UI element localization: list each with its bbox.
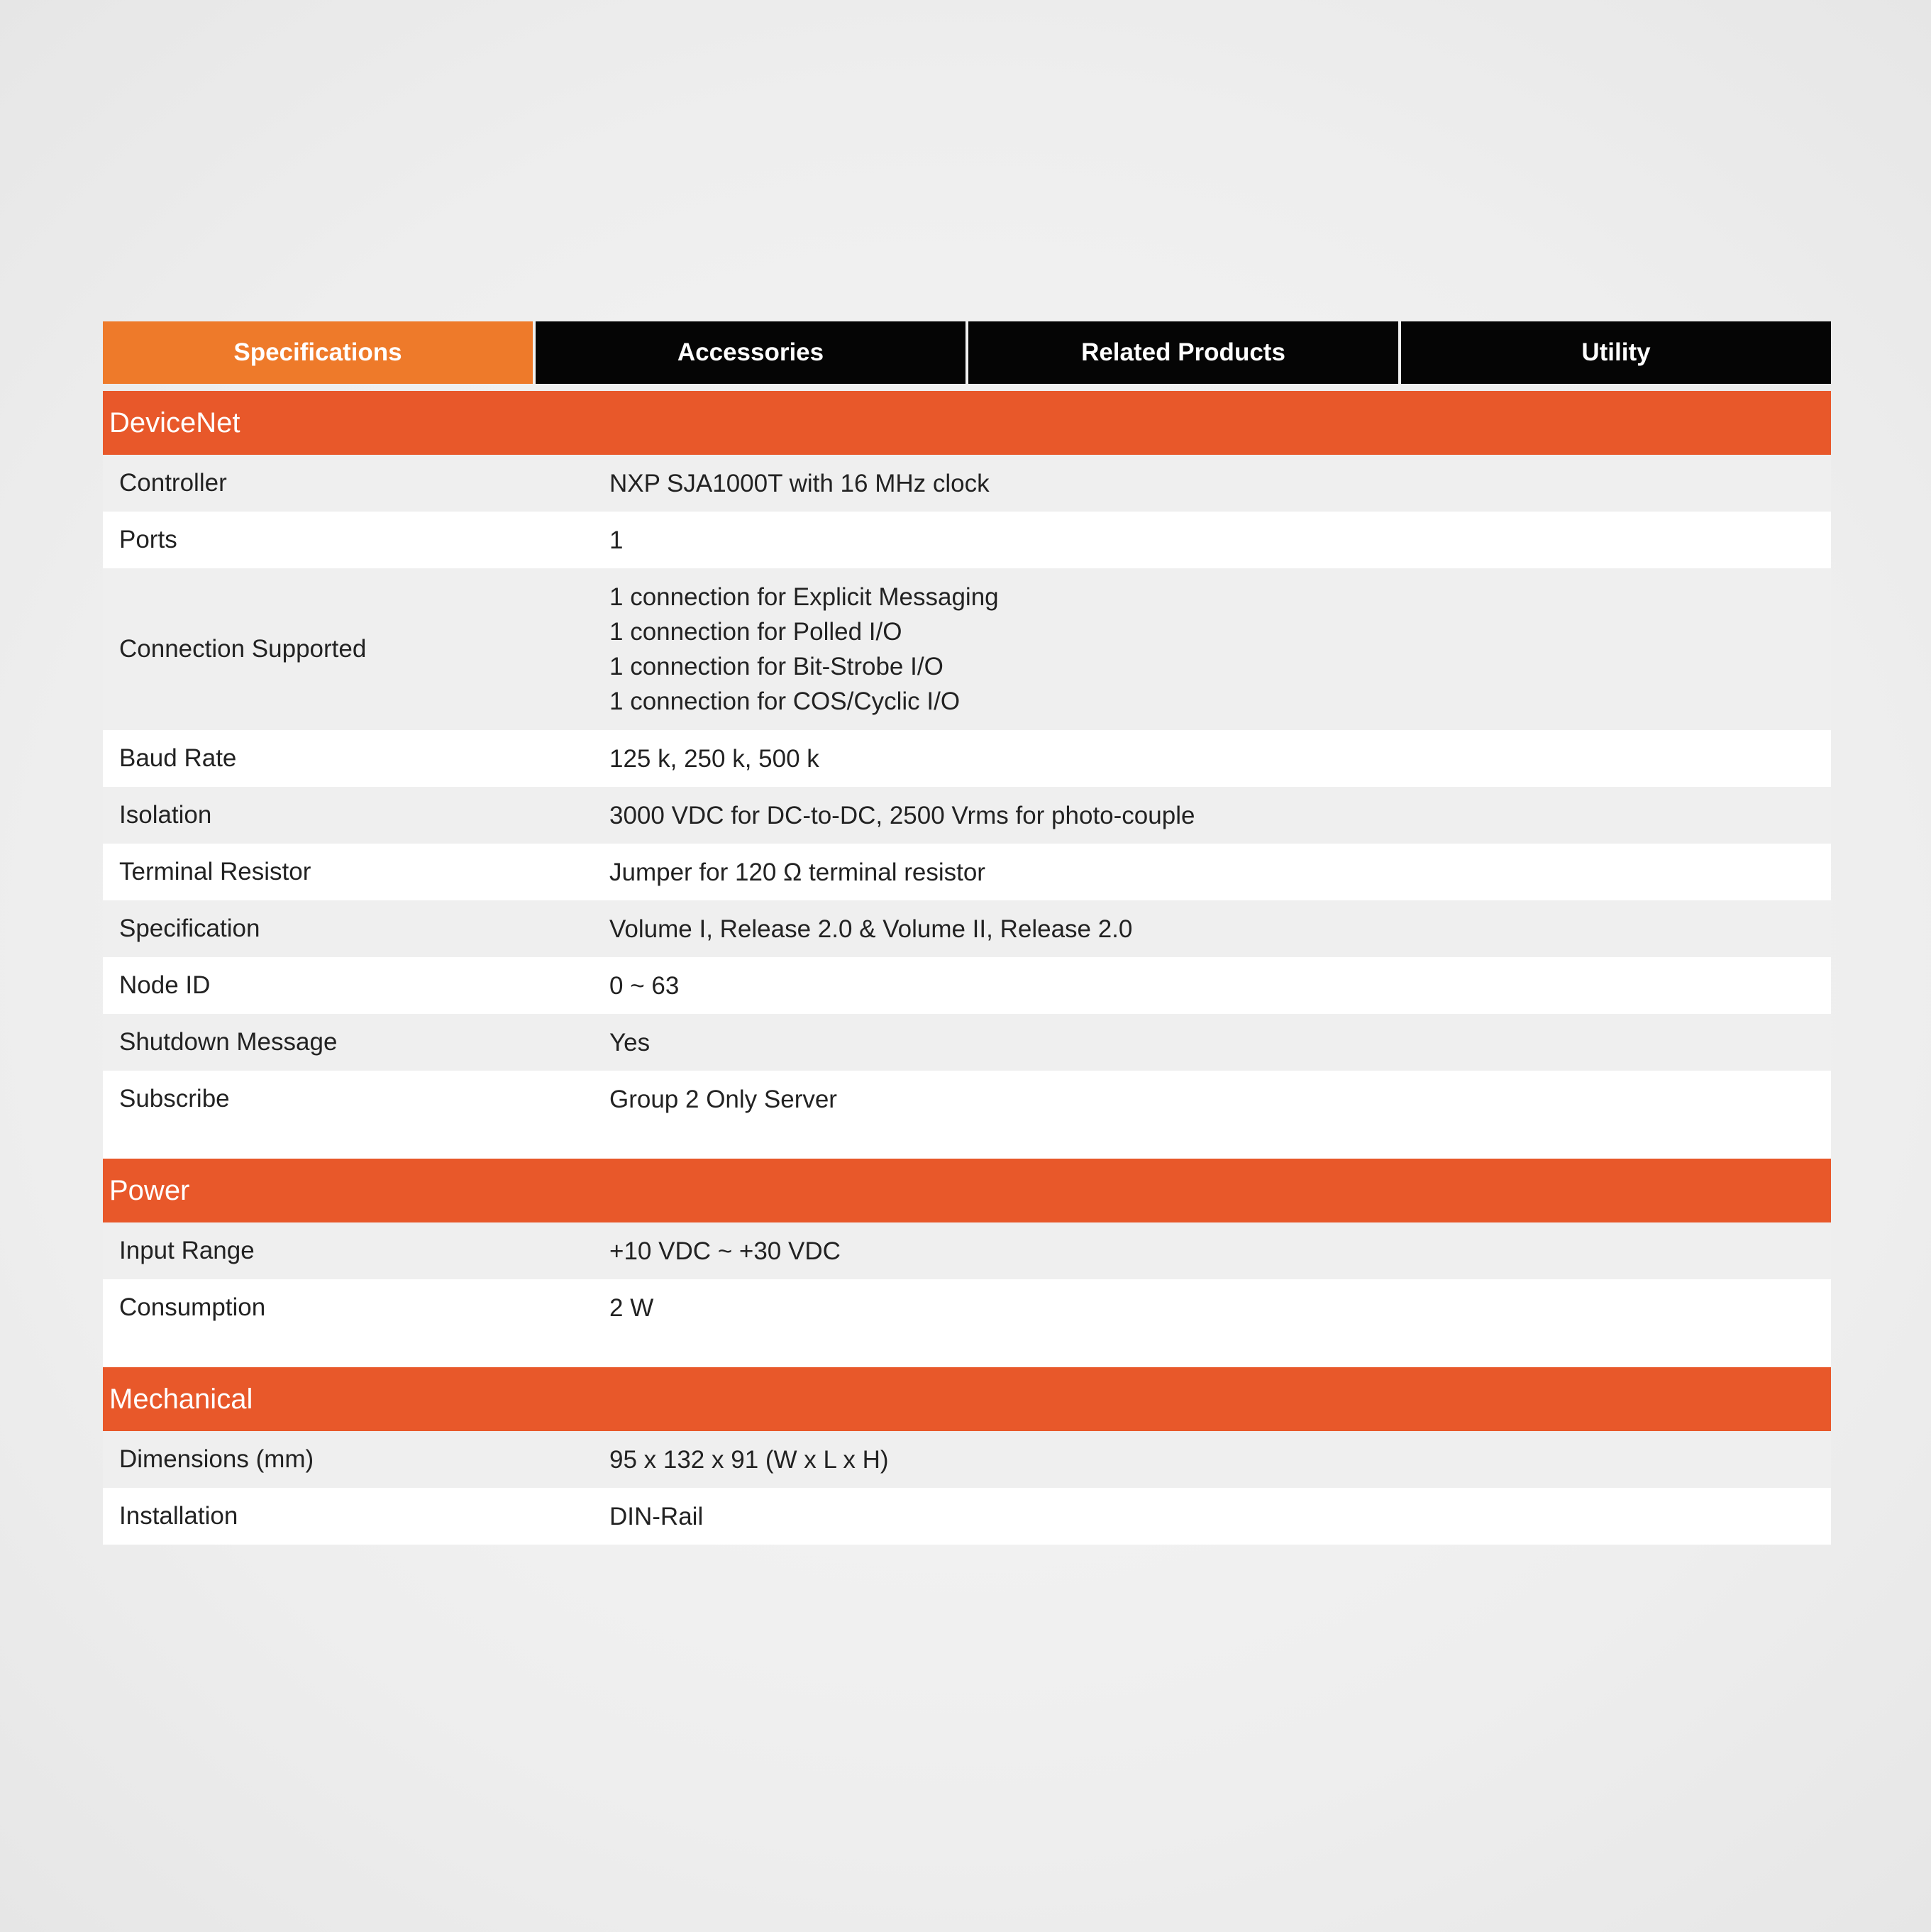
spec-label: Consumption (119, 1293, 266, 1321)
tab-related-products[interactable]: Related Products (968, 321, 1398, 384)
spec-value-line: 1 connection for Bit-Strobe I/O (609, 653, 944, 680)
spec-value: NXP SJA1000T with 16 MHz clock (609, 469, 990, 497)
spec-row-connection-supported (103, 568, 1831, 730)
spec-value: Yes (609, 1028, 651, 1056)
spec-label: Isolation (119, 801, 212, 829)
spec-value: Group 2 Only Server (609, 1085, 837, 1113)
spec-value: 1 (609, 526, 624, 554)
spec-value: Volume I, Release 2.0 & Volume II, Release 2.0 (609, 915, 1133, 943)
spec-label: Terminal Resistor (119, 858, 311, 885)
spec-value: 2 W (609, 1293, 654, 1322)
spec-value: 3000 VDC for DC-to-DC, 2500 Vrms for photo-couple (609, 801, 1195, 829)
spec-row-installation (103, 1488, 1831, 1545)
spec-panel (103, 321, 1831, 1545)
spec-label: Ports (119, 526, 177, 553)
spec-label: Controller (119, 469, 227, 497)
spec-row-controller (103, 455, 1831, 512)
spec-row-baud-rate (103, 730, 1831, 787)
spec-value-line: 1 connection for Polled I/O (609, 618, 902, 646)
spec-row-isolation (103, 787, 1831, 844)
spec-value: 95 x 132 x 91 (W x L x H) (609, 1445, 889, 1474)
section-devicenet (103, 391, 1831, 1159)
tab-bar (103, 321, 1831, 384)
spec-label: Connection Supported (119, 635, 367, 663)
spec-value: +10 VDC ~ +30 VDC (609, 1237, 841, 1265)
spec-row-consumption (103, 1279, 1831, 1336)
section-spacer (103, 1336, 1831, 1367)
section-header-devicenet: DeviceNet (103, 391, 1831, 455)
spec-label: Specification (119, 915, 260, 942)
spec-label: Baud Rate (119, 744, 237, 772)
spec-row-dimensions (103, 1431, 1831, 1488)
spec-value-line: 1 connection for Explicit Messaging (609, 583, 999, 611)
spec-value (609, 580, 1831, 719)
spec-row-input-range (103, 1222, 1831, 1279)
spec-label: Subscribe (119, 1085, 230, 1113)
spec-row-shutdown-message (103, 1014, 1831, 1071)
spec-label: Node ID (119, 971, 211, 999)
section-mechanical (103, 1367, 1831, 1545)
tab-utility[interactable]: Utility (1401, 321, 1831, 384)
section-header-mechanical: Mechanical (103, 1367, 1831, 1431)
section-spacer (103, 1127, 1831, 1159)
spec-row-specification (103, 900, 1831, 957)
tab-accessories[interactable]: Accessories (536, 321, 966, 384)
section-power (103, 1159, 1831, 1367)
spec-value: 125 k, 250 k, 500 k (609, 744, 819, 773)
spec-row-node-id (103, 957, 1831, 1014)
spec-value-line: 1 connection for COS/Cyclic I/O (609, 688, 961, 715)
spec-row-terminal-resistor (103, 844, 1831, 900)
tab-specifications[interactable]: Specifications (103, 321, 533, 384)
spec-label: Input Range (119, 1237, 255, 1264)
spec-row-subscribe (103, 1071, 1831, 1127)
spec-value: DIN-Rail (609, 1502, 704, 1530)
spec-label: Installation (119, 1502, 238, 1530)
spec-value: 0 ~ 63 (609, 971, 680, 1000)
spec-label: Dimensions (mm) (119, 1445, 314, 1473)
spec-row-ports (103, 512, 1831, 568)
spec-label: Shutdown Message (119, 1028, 338, 1056)
section-header-power: Power (103, 1159, 1831, 1222)
spec-value: Jumper for 120 Ω terminal resistor (609, 858, 985, 886)
